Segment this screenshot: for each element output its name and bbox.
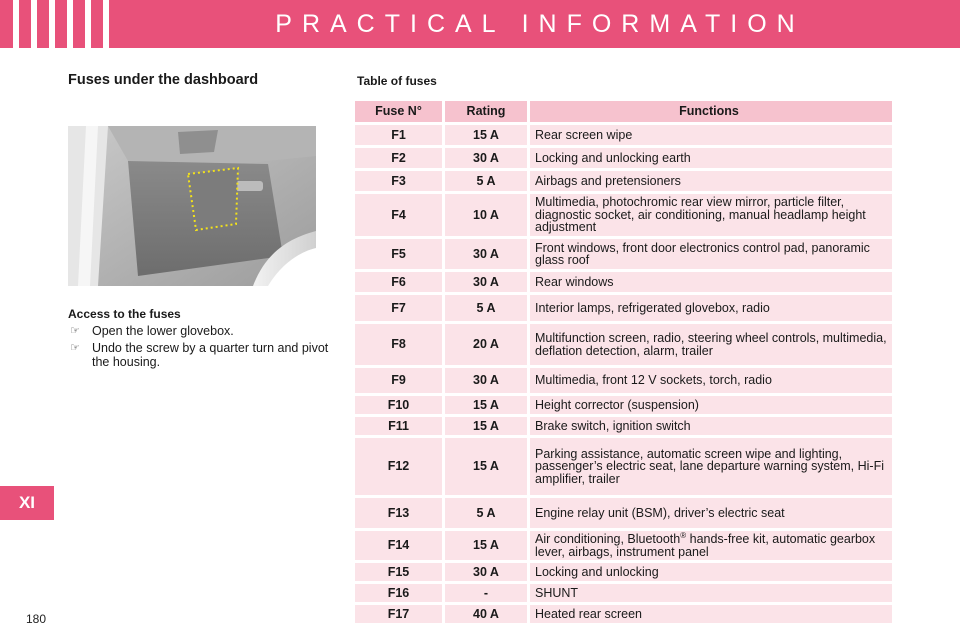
table-row [355, 148, 892, 168]
fuse-rating: 5 A [445, 171, 527, 191]
column-header-functions: Functions [530, 101, 892, 122]
fuse-functions: Height corrector (suspension) [530, 396, 892, 414]
fuse-functions: Heated rear screen [530, 605, 892, 623]
section-title: Fuses under the dashboard [68, 72, 259, 88]
fuse-rating: 5 A [445, 498, 527, 528]
fuse-number: F1 [355, 125, 442, 145]
fuse-number: F7 [355, 295, 442, 321]
fuse-functions-part: hands-free kit, automatic gearbox lever, airbags, instrument panel [535, 532, 876, 559]
pointing-hand-icon: ☞ [70, 325, 80, 337]
fuse-number: F4 [355, 194, 442, 236]
table-row [355, 272, 892, 292]
table-header-row [355, 101, 892, 122]
fuse-functions: Airbags and pretensioners [530, 171, 892, 191]
fuse-functions: Multimedia, front 12 V sockets, torch, radio [530, 368, 892, 393]
fuse-number: F11 [355, 417, 442, 435]
table-row [355, 125, 892, 145]
fuse-functions: Locking and unlocking earth [530, 148, 892, 168]
fuse-rating: 5 A [445, 295, 527, 321]
table-row [355, 498, 892, 528]
table-row [355, 396, 892, 414]
fuse-rating: 20 A [445, 324, 527, 365]
fuse-functions: Brake switch, ignition switch [530, 417, 892, 435]
list-item [68, 341, 330, 369]
fuse-number: F13 [355, 498, 442, 528]
page-number: 180 [26, 612, 47, 626]
pointing-hand-icon: ☞ [70, 342, 80, 354]
table-row [355, 531, 892, 560]
table-row [355, 194, 892, 236]
registered-mark: ® [680, 530, 687, 540]
column-header-rating: Rating [445, 101, 527, 122]
access-title: Access to the fuses [68, 307, 181, 321]
fuse-functions-part: Air conditioning, Bluetooth [535, 532, 681, 546]
fuse-functions: Parking assistance, automatic screen wipe and lighting, passenger’s electric seat, lane departure warning system, Hi-Fi amplifier, trailer [530, 438, 892, 495]
fuse-functions: SHUNT [530, 584, 892, 602]
fuse-number: F6 [355, 272, 442, 292]
table-title: Table of fuses [357, 74, 437, 88]
fuse-number: F15 [355, 563, 442, 581]
table-row [355, 295, 892, 321]
page-header [0, 0, 960, 48]
fuse-functions: Rear screen wipe [530, 125, 892, 145]
fuse-functions: Engine relay unit (BSM), driver’s electric seat [530, 498, 892, 528]
fuse-number: F14 [355, 531, 442, 560]
fuse-rating: 10 A [445, 194, 527, 236]
fuse-functions: Rear windows [530, 272, 892, 292]
fuse-rating: 30 A [445, 272, 527, 292]
fuse-rating: 40 A [445, 605, 527, 623]
fuse-rating: 15 A [445, 438, 527, 495]
fuse-functions [530, 531, 892, 560]
glovebox-illustration [68, 126, 316, 286]
page-title: PRACTICAL INFORMATION [275, 10, 805, 38]
access-steps [68, 324, 330, 372]
fuse-functions: Locking and unlocking [530, 563, 892, 581]
table-row [355, 324, 892, 365]
fuse-rating: 15 A [445, 531, 527, 560]
table-row [355, 438, 892, 495]
fuse-rating: 15 A [445, 417, 527, 435]
fuse-number: F10 [355, 396, 442, 414]
table-row [355, 563, 892, 581]
fuse-functions: Front windows, front door electronics control pad, panoramic glass roof [530, 239, 892, 269]
fuse-functions: Interior lamps, refrigerated glovebox, radio [530, 295, 892, 321]
table-row [355, 239, 892, 269]
column-header-fuse-no: Fuse N° [355, 101, 442, 122]
header-stripes [0, 0, 120, 48]
table-row [355, 171, 892, 191]
table-row [355, 605, 892, 623]
glovebox-photo [68, 126, 316, 286]
fuse-number: F2 [355, 148, 442, 168]
fuse-rating: 30 A [445, 563, 527, 581]
fuse-number: F9 [355, 368, 442, 393]
list-item [68, 324, 330, 338]
table-row [355, 417, 892, 435]
fuse-number: F16 [355, 584, 442, 602]
fuse-number: F12 [355, 438, 442, 495]
fuse-number: F5 [355, 239, 442, 269]
fuse-table [355, 101, 892, 626]
chapter-tab[interactable]: XI [0, 486, 54, 520]
table-row [355, 584, 892, 602]
fuse-rating: 30 A [445, 148, 527, 168]
fuse-rating: 30 A [445, 239, 527, 269]
fuse-rating: 30 A [445, 368, 527, 393]
fuse-functions: Multimedia, photochromic rear view mirror, particle filter, diagnostic socket, air conditioning, manual headlamp height adjustment [530, 194, 892, 236]
step-text: Undo the screw by a quarter turn and pivot the housing. [92, 341, 329, 369]
step-text: Open the lower glovebox. [92, 324, 234, 338]
fuse-number: F17 [355, 605, 442, 623]
fuse-rating: - [445, 584, 527, 602]
fuse-number: F8 [355, 324, 442, 365]
table-row [355, 368, 892, 393]
fuse-rating: 15 A [445, 396, 527, 414]
fuse-number: F3 [355, 171, 442, 191]
fuse-rating: 15 A [445, 125, 527, 145]
fuse-functions: Multifunction screen, radio, steering wheel controls, multimedia, deflation detection, alarm, trailer [530, 324, 892, 365]
